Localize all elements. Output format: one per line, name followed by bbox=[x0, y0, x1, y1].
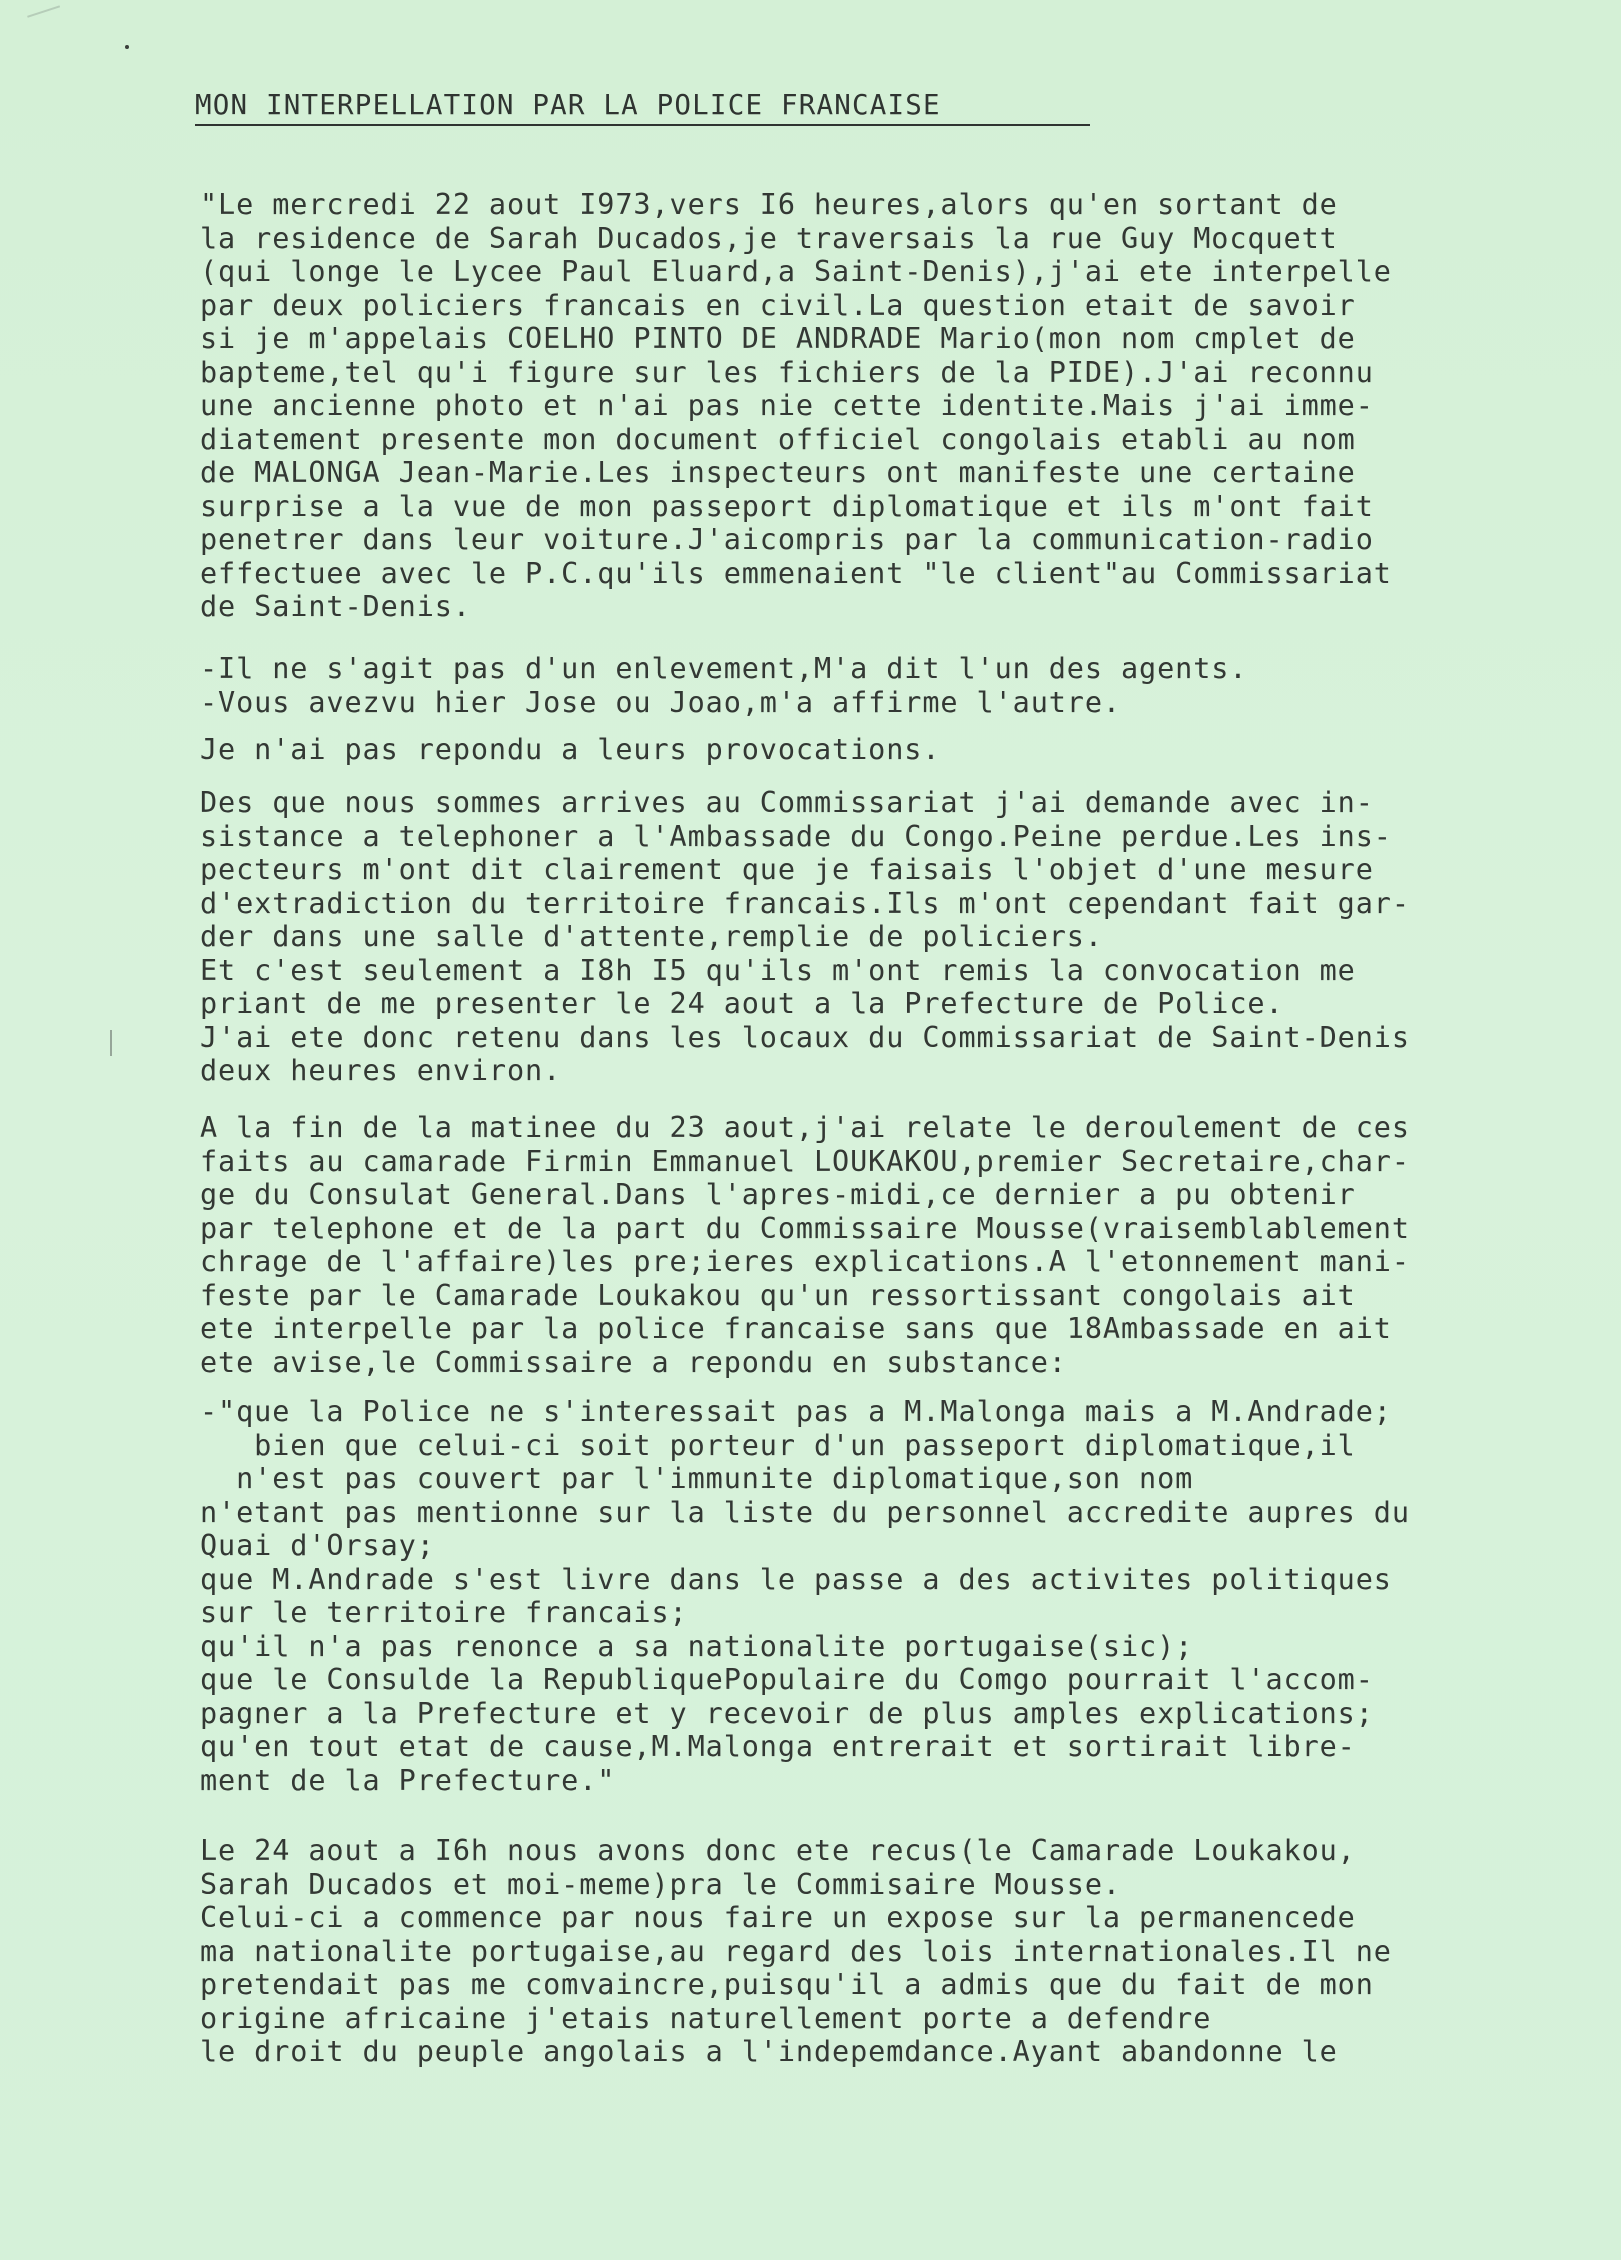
text-line: -"que la Police ne s'interessait pas a M.Malonga mais a M.Andrade; bbox=[200, 1395, 1392, 1428]
text-line: pretendait pas me comvaincre,puisqu'il a admis que du fait de mon bbox=[200, 1968, 1374, 2001]
text-line: effectuee avec le P.C.qu'ils emmenaient "le client"au Commissariat bbox=[200, 556, 1392, 590]
ink-dot bbox=[125, 45, 129, 49]
text-line: Et c'est seulement a I8h I5 qu'ils m'ont remis la convocation me bbox=[200, 953, 1356, 987]
text-line: ment de la Prefecture." bbox=[200, 1763, 616, 1797]
paragraph-commissariat bbox=[200, 786, 1590, 1088]
text-line: -Il ne s'agit pas d'un enlevement,M'a dit l'un des agents. bbox=[200, 652, 1248, 685]
paragraph-consulate bbox=[200, 1111, 1590, 1379]
text-line: sistance a telephoner a l'Ambassade du Congo.Peine perdue.Les ins- bbox=[200, 819, 1392, 853]
text-line: pagner a la Prefecture et y recevoir de plus amples explications; bbox=[200, 1696, 1374, 1730]
text-line: pecteurs m'ont dit clairement que je faisais l'objet d'une mesure bbox=[200, 853, 1374, 886]
text-line: de Saint-Denis. bbox=[200, 590, 471, 623]
text-line: der dans une salle d'attente,remplie de policiers. bbox=[200, 920, 1103, 953]
text-line: par telephone et de la part du Commissaire Mousse(vraisemblablement bbox=[200, 1211, 1410, 1245]
margin-mark bbox=[110, 1030, 112, 1056]
text-line: Celui-ci a commence par nous faire un expose sur la permanencede bbox=[200, 1901, 1356, 1934]
text-line: ete interpelle par la police francaise sans que 18Ambassade en ait bbox=[200, 1312, 1392, 1345]
corner-mark bbox=[27, 5, 67, 38]
text-line: qu'en tout etat de cause,M.Malonga entrerait et sortirait libre- bbox=[200, 1730, 1356, 1763]
paragraph-arrest bbox=[200, 188, 1590, 624]
text-line: A la fin de la matinee du 23 aout,j'ai relate le deroulement de ces bbox=[200, 1111, 1410, 1144]
text-line: surprise a la vue de mon passeport diplomatique et ils m'ont fait bbox=[200, 489, 1374, 523]
text-line: bien que celui-ci soit porteur d'un passeport diplomatique,il bbox=[200, 1428, 1356, 1462]
text-line: J'ai ete donc retenu dans les locaux du Commissariat de Saint-Denis bbox=[200, 1020, 1410, 1054]
text-line: priant de me presenter le 24 aout a la Prefecture de Police. bbox=[200, 987, 1284, 1020]
text-line: par deux policiers francais en civil.La question etait de savoir bbox=[200, 288, 1356, 322]
page-title: MON INTERPELLATION PAR LA POLICE FRANCAISE bbox=[195, 88, 1090, 126]
paragraph-commissioner-reply bbox=[200, 1395, 1590, 1797]
text-line: ge du Consulat General.Dans l'apres-midi,ce dernier a pu obtenir bbox=[200, 1178, 1356, 1211]
text-line: feste par le Camarade Loukakou qu'un ressortissant congolais ait bbox=[200, 1278, 1356, 1312]
text-line: -Vous avezvu hier Jose ou Joao,m'a affirme l'autre. bbox=[200, 685, 1121, 719]
text-line: Sarah Ducados et moi-meme)pra le Commisaire Mousse. bbox=[200, 1867, 1121, 1901]
text-line: ete avise,le Commissaire a repondu en substance: bbox=[200, 1345, 1067, 1379]
paragraph-provocations bbox=[200, 733, 1590, 767]
text-line: diatement presente mon document officiel congolais etabli au nom bbox=[200, 422, 1356, 456]
text-line: le droit du peuple angolais a l'indepemdance.Ayant abandonne le bbox=[200, 2035, 1338, 2068]
text-line: Des que nous sommes arrives au Commissariat j'ai demande avec in- bbox=[200, 786, 1374, 819]
text-line: que M.Andrade s'est livre dans le passe a des activites politiques bbox=[200, 1562, 1392, 1596]
text-line: faits au camarade Firmin Emmanuel LOUKAKOU,premier Secretaire,char- bbox=[200, 1144, 1410, 1178]
text-line: Quai d'Orsay; bbox=[200, 1529, 435, 1562]
text-line: deux heures environ. bbox=[200, 1054, 562, 1087]
text-line: que le Consulde la RepubliquePopulaire du Comgo pourrait l'accom- bbox=[200, 1663, 1374, 1696]
text-line: n'est pas couvert par l'immunite diplomatique,son nom bbox=[200, 1462, 1194, 1495]
paragraph-agents-dialogue bbox=[200, 652, 1590, 719]
text-line: "Le mercredi 22 aout I973,vers I6 heures,alors qu'en sortant de bbox=[200, 188, 1338, 221]
text-line: bapteme,tel qu'i figure sur les fichiers de la PIDE).J'ai reconnu bbox=[200, 355, 1374, 389]
text-line: penetrer dans leur voiture.J'aicompris par la communication-radio bbox=[200, 523, 1374, 556]
text-line: qu'il n'a pas renonce a sa nationalite portugaise(sic); bbox=[200, 1629, 1194, 1663]
text-line: la residence de Sarah Ducados,je traversais la rue Guy Mocquett bbox=[200, 221, 1338, 255]
text-line: d'extradiction du territoire francais.Ils m'ont cependant fait gar- bbox=[200, 886, 1410, 920]
text-line: (qui longe le Lycee Paul Eluard,a Saint-Denis),j'ai ete interpelle bbox=[200, 255, 1392, 288]
text-line: ma nationalite portugaise,au regard des lois internationales.Il ne bbox=[200, 1934, 1392, 1968]
paragraph-meeting bbox=[200, 1834, 1590, 2069]
text-line: origine africaine j'etais naturellement porte a defendre bbox=[200, 2001, 1212, 2035]
text-line: une ancienne photo et n'ai pas nie cette identite.Mais j'ai imme- bbox=[200, 389, 1374, 422]
text-line: Le 24 aout a I6h nous avons donc ete recus(le Camarade Loukakou, bbox=[200, 1834, 1356, 1867]
text-line: chrage de l'affaire)les pre;ieres explications.A l'etonnement mani- bbox=[200, 1245, 1410, 1278]
text-line: si je m'appelais COELHO PINTO DE ANDRADE Mario(mon nom cmplet de bbox=[200, 322, 1356, 355]
text-line: n'etant pas mentionne sur la liste du personnel accredite aupres du bbox=[200, 1495, 1410, 1529]
text-line: sur le territoire francais; bbox=[200, 1596, 688, 1629]
text-line: de MALONGA Jean-Marie.Les inspecteurs ont manifeste une certaine bbox=[200, 456, 1356, 489]
text-line: Je n'ai pas repondu a leurs provocations. bbox=[200, 733, 941, 766]
